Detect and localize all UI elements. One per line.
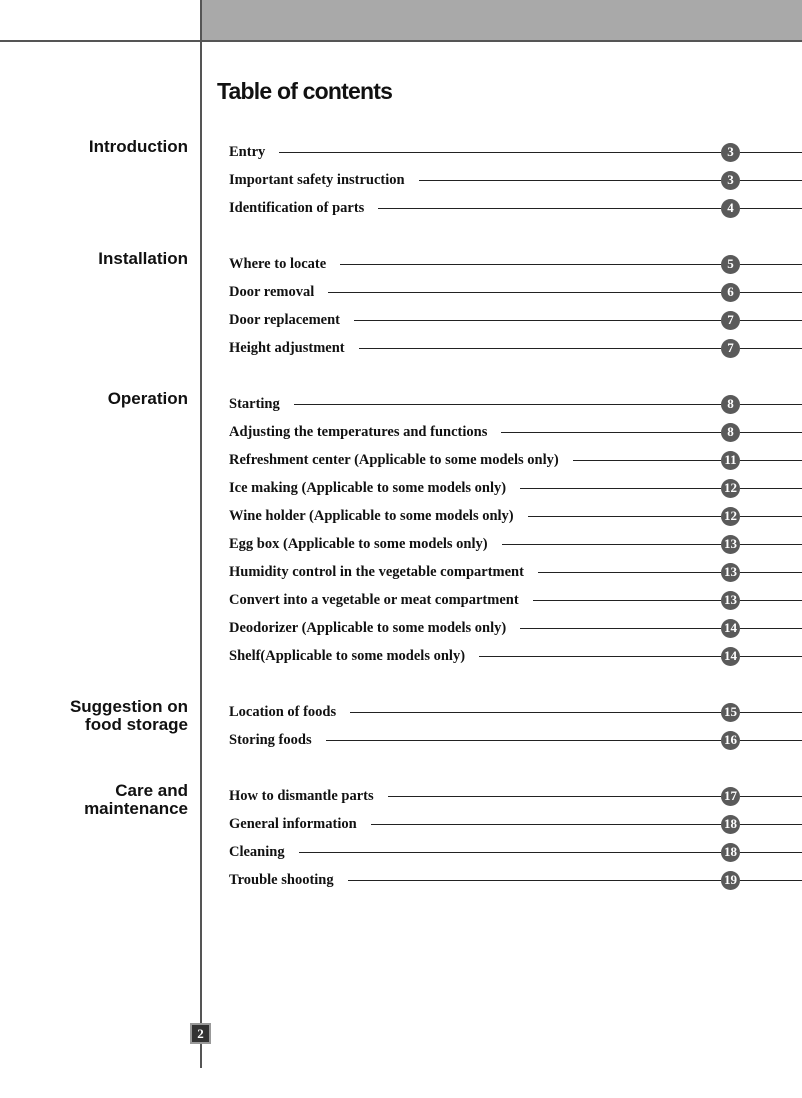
toc-section bbox=[0, 138, 802, 222]
leader-line bbox=[538, 572, 721, 573]
page-badge: 8 bbox=[721, 423, 740, 442]
section-label: Installation bbox=[98, 249, 188, 268]
page-badge: 12 bbox=[721, 507, 740, 526]
entry-title: Important safety instruction bbox=[229, 171, 405, 188]
section-label: Operation bbox=[107, 389, 188, 408]
entry-title: Trouble shooting bbox=[229, 871, 334, 888]
entry-title: Location of foods bbox=[229, 703, 337, 720]
toc-entry[interactable] bbox=[229, 726, 802, 754]
leader-line bbox=[348, 880, 721, 881]
toc-entry[interactable] bbox=[229, 446, 802, 474]
leader-tail bbox=[740, 544, 802, 545]
entry-title: Entry bbox=[229, 143, 266, 160]
page-badge: 3 bbox=[721, 143, 740, 162]
page-badge: 15 bbox=[721, 703, 740, 722]
page-badge: 5 bbox=[721, 255, 740, 274]
toc-sections bbox=[0, 138, 802, 922]
leader-tail bbox=[740, 404, 802, 405]
leader-tail bbox=[740, 348, 802, 349]
page-badge: 16 bbox=[721, 731, 740, 750]
toc-entry[interactable] bbox=[229, 474, 802, 502]
leader-line bbox=[520, 488, 721, 489]
entry-title: Door replacement bbox=[229, 311, 341, 328]
leader-line bbox=[326, 740, 721, 741]
leader-line bbox=[299, 852, 721, 853]
entry-title: Refreshment center (Applicable to some models only) bbox=[229, 451, 559, 468]
leader-line bbox=[340, 264, 721, 265]
page-badge: 13 bbox=[721, 563, 740, 582]
toc-entry[interactable] bbox=[229, 866, 802, 894]
toc-entry[interactable] bbox=[229, 558, 802, 586]
page-badge: 7 bbox=[721, 311, 740, 330]
header-band bbox=[201, 0, 802, 40]
entry-title: Egg box (Applicable to some models only) bbox=[229, 535, 488, 552]
leader-tail bbox=[740, 852, 802, 853]
entry-title: Identification of parts bbox=[229, 199, 365, 216]
page-badge: 8 bbox=[721, 395, 740, 414]
toc-entry[interactable] bbox=[229, 810, 802, 838]
page-badge: 14 bbox=[721, 647, 740, 666]
entry-title: Ice making (Applicable to some models only) bbox=[229, 479, 507, 496]
section-label: Introduction bbox=[88, 137, 188, 156]
leader-tail bbox=[740, 180, 802, 181]
leader-tail bbox=[740, 460, 802, 461]
leader-line bbox=[419, 180, 721, 181]
leader-line bbox=[520, 628, 721, 629]
header-divider bbox=[0, 40, 802, 42]
leader-tail bbox=[740, 432, 802, 433]
leader-tail bbox=[740, 488, 802, 489]
toc-section bbox=[0, 250, 802, 362]
leader-line bbox=[573, 460, 721, 461]
leader-tail bbox=[740, 656, 802, 657]
toc-entry[interactable] bbox=[229, 586, 802, 614]
entry-title: Deodorizer (Applicable to some models only) bbox=[229, 619, 507, 636]
section-label: Care and maintenance bbox=[84, 781, 188, 818]
toc-entry[interactable] bbox=[229, 166, 802, 194]
entry-title: Cleaning bbox=[229, 843, 285, 860]
page-badge: 11 bbox=[721, 451, 740, 470]
leader-tail bbox=[740, 320, 802, 321]
toc-section bbox=[0, 698, 802, 754]
leader-tail bbox=[740, 824, 802, 825]
leader-line bbox=[279, 152, 721, 153]
entry-title: Where to locate bbox=[229, 255, 327, 272]
leader-tail bbox=[740, 152, 802, 153]
page-badge: 7 bbox=[721, 339, 740, 358]
leader-line bbox=[479, 656, 721, 657]
page-number: 2 bbox=[190, 1023, 211, 1044]
leader-line bbox=[371, 824, 721, 825]
toc-entry[interactable] bbox=[229, 502, 802, 530]
entry-title: Convert into a vegetable or meat compartment bbox=[229, 591, 519, 608]
leader-tail bbox=[740, 740, 802, 741]
entry-title: Wine holder (Applicable to some models only) bbox=[229, 507, 514, 524]
page-badge: 4 bbox=[721, 199, 740, 218]
entry-title: Starting bbox=[229, 395, 280, 412]
leader-line bbox=[328, 292, 721, 293]
page-badge: 13 bbox=[721, 535, 740, 554]
leader-tail bbox=[740, 208, 802, 209]
leader-line bbox=[354, 320, 721, 321]
entry-title: Storing foods bbox=[229, 731, 312, 748]
page-badge: 18 bbox=[721, 843, 740, 862]
leader-tail bbox=[740, 292, 802, 293]
page-badge: 12 bbox=[721, 479, 740, 498]
toc-entry[interactable] bbox=[229, 250, 802, 278]
toc-entry[interactable] bbox=[229, 306, 802, 334]
leader-tail bbox=[740, 628, 802, 629]
leader-tail bbox=[740, 516, 802, 517]
leader-line bbox=[350, 712, 721, 713]
leader-tail bbox=[740, 712, 802, 713]
toc-entry[interactable] bbox=[229, 418, 802, 446]
section-label: Suggestion on food storage bbox=[69, 697, 188, 734]
entry-title: Shelf(Applicable to some models only) bbox=[229, 647, 466, 664]
toc-entry[interactable] bbox=[229, 838, 802, 866]
leader-tail bbox=[740, 264, 802, 265]
leader-line bbox=[528, 516, 721, 517]
entry-title: Adjusting the temperatures and functions bbox=[229, 423, 488, 440]
leader-tail bbox=[740, 600, 802, 601]
toc-entry[interactable] bbox=[229, 698, 802, 726]
page-badge: 13 bbox=[721, 591, 740, 610]
entry-title: How to dismantle parts bbox=[229, 787, 374, 804]
page-badge: 3 bbox=[721, 171, 740, 190]
leader-tail bbox=[740, 572, 802, 573]
entry-title: General information bbox=[229, 815, 357, 832]
toc-section bbox=[0, 390, 802, 670]
leader-line bbox=[501, 432, 721, 433]
leader-tail bbox=[740, 880, 802, 881]
toc-entry[interactable] bbox=[229, 782, 802, 810]
leader-tail bbox=[740, 796, 802, 797]
toc-entry[interactable] bbox=[229, 642, 802, 670]
page-badge: 18 bbox=[721, 815, 740, 834]
toc-entry[interactable] bbox=[229, 278, 802, 306]
page-title: Table of contents bbox=[217, 78, 393, 104]
leader-line bbox=[294, 404, 721, 405]
toc-entry[interactable] bbox=[229, 530, 802, 558]
toc-entry[interactable] bbox=[229, 194, 802, 222]
leader-line bbox=[388, 796, 721, 797]
toc-entry[interactable] bbox=[229, 334, 802, 362]
leader-line bbox=[359, 348, 721, 349]
toc-entry[interactable] bbox=[229, 138, 802, 166]
page-badge: 6 bbox=[721, 283, 740, 302]
page-badge: 17 bbox=[721, 787, 740, 806]
entry-title: Height adjustment bbox=[229, 339, 345, 356]
entry-title: Humidity control in the vegetable compartment bbox=[229, 563, 524, 580]
leader-line bbox=[378, 208, 721, 209]
page-badge: 19 bbox=[721, 871, 740, 890]
entry-title: Door removal bbox=[229, 283, 315, 300]
toc-section bbox=[0, 782, 802, 894]
page-badge: 14 bbox=[721, 619, 740, 638]
leader-line bbox=[502, 544, 721, 545]
leader-line bbox=[533, 600, 721, 601]
toc-entry[interactable] bbox=[229, 390, 802, 418]
toc-entry[interactable] bbox=[229, 614, 802, 642]
